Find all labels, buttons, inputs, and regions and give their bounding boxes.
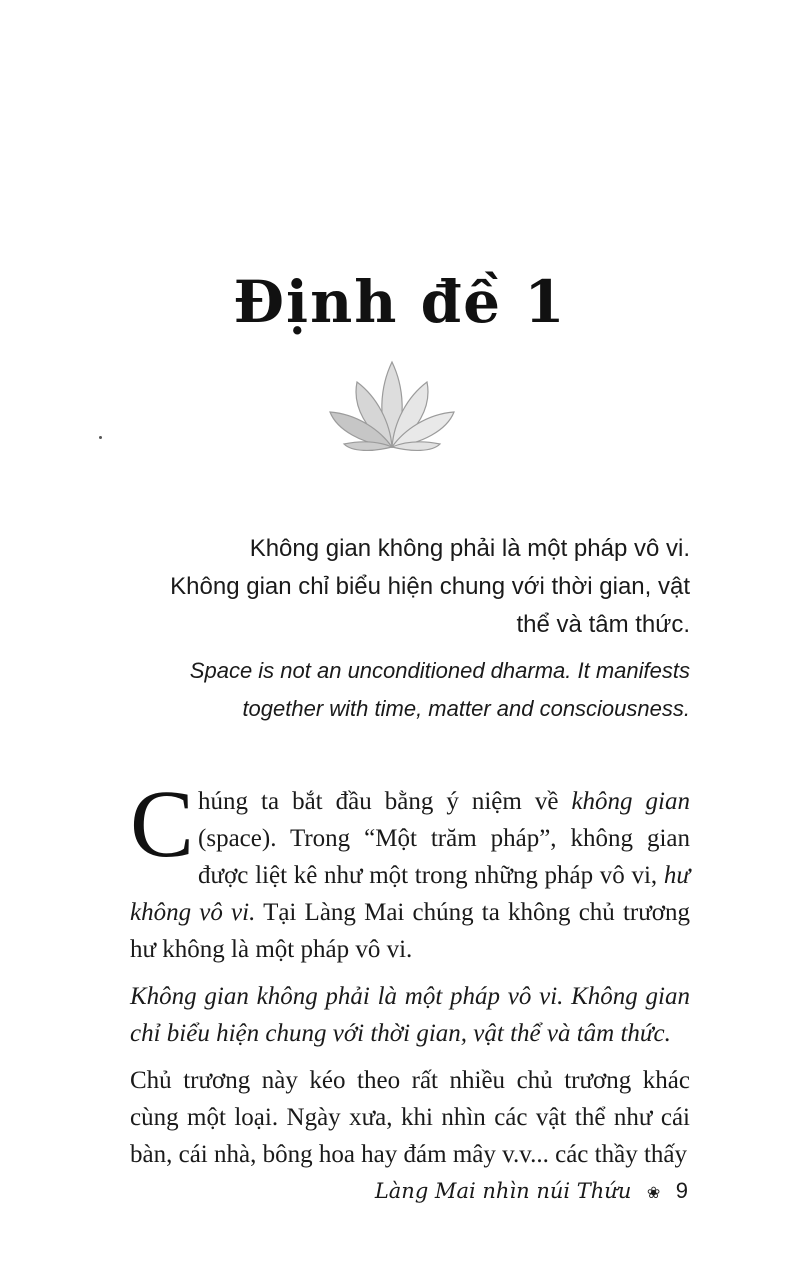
paragraph-2	[130, 978, 690, 1052]
page-footer	[375, 1178, 688, 1204]
proposition-en-line: together with time, matter and consciousness.	[242, 696, 690, 721]
paragraph-1-emphasis: không gian	[571, 788, 690, 815]
proposition-line: Không gian chỉ biểu hiện chung với thời gian, vật	[170, 573, 690, 600]
body-text	[130, 770, 691, 1183]
paragraph-1-text: Tại Làng Mai chúng ta không chủ trương hư không là một pháp vô vi.	[130, 899, 691, 963]
paragraph-1	[130, 770, 691, 968]
paragraph-1-text: húng ta bắt đầu bằng ý niệm về	[198, 788, 572, 815]
proposition-line: thể và tâm thức.	[516, 611, 690, 638]
flower-ornament-icon: ❀	[646, 1185, 661, 1202]
page-number: 9	[675, 1178, 688, 1203]
lotus-icon	[322, 352, 462, 462]
chapter-title: Định đề 1	[233, 268, 567, 336]
running-title: Làng Mai nhìn núi Thứu	[374, 1179, 632, 1203]
proposition-vietnamese	[110, 530, 690, 644]
drop-cap: C	[130, 770, 195, 877]
paragraph-3: Chủ trương này kéo theo rất nhiều chủ trương khác cùng một loại. Ngày xưa, khi nhìn các vật thể như cái bàn, cái nhà, bông hoa hay đám mây v.v... các thầy thấy	[130, 1067, 690, 1168]
proposition-line: Không gian không phải là một pháp vô vi.	[249, 535, 690, 562]
proposition-en-line: Space is not an unconditioned dharma. It manifests	[189, 658, 690, 683]
proposition-english	[110, 652, 690, 728]
paragraph-2-quote: Không gian không phải là một pháp vô vi. Không gian chỉ biểu hiện chung với thời gian, vật thể và tâm thức.	[130, 983, 690, 1047]
page-speck	[99, 436, 102, 439]
paragraph-1-emphasis: hư không vô vi.	[130, 862, 690, 926]
paragraph-1-text: (space). Trong “Một trăm pháp”, không gian được liệt kê như một trong những pháp vô vi,	[198, 825, 690, 889]
